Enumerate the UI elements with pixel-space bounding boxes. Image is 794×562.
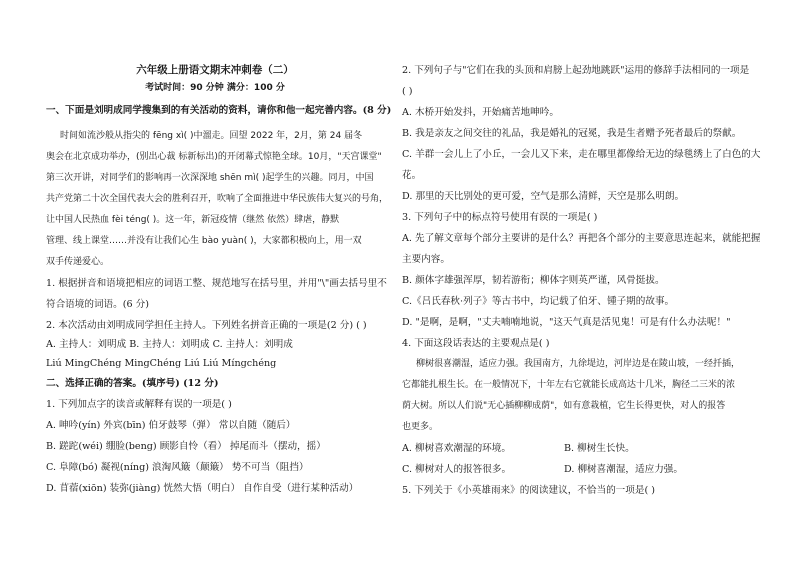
passage-line: 它都能扎根生长。在一般情况下，十年左右它就能长成高达十几米，胸径二三米的浓 (402, 380, 736, 390)
passage-line: 双手传递爱心。 (46, 257, 110, 267)
passage-line: 管理、线上课堂……并没有让我们心生 bào yuàn( )，大家都积极向上，用一双 (46, 236, 362, 246)
question-line: 2. 下列句子与"它们在我的头顶和肩膀上起劲地跳跃"运用的修辞手法相同的一项是 (402, 65, 750, 76)
option-line: 花。 (402, 170, 422, 181)
option-a: A. 柳树喜欢潮湿的环境。 (402, 443, 511, 454)
passage-line: 荫大树。所以人们说"无心插柳柳成荫"，如有意栽植，它生长得更快，对人的报答 (402, 401, 726, 411)
q2-text: 2. 本次活动由刘明成同学担任主持人。下列姓名拼音正确的一项是(2 分) ( ) (46, 320, 367, 331)
exam-info: 考试时间：90 分钟 满分：100 分 (145, 83, 285, 93)
exam-title: 六年级上册语文期末冲刺卷（二） (136, 64, 294, 76)
option-c: C. 柳树对人的报答很多。 (402, 464, 512, 475)
option-row: B. 蹉跎(wéi) 绷脸(beng) 顾影自怜（看） 掉尾而斗（摆动，摇） (46, 441, 326, 452)
q1-text: 符合语境的词语。(6 分) (46, 299, 149, 310)
question-line: 5. 下列关于《小英雄雨来》的阅读建议，不恰当的一项是( ) (402, 485, 655, 496)
option-line: C. 羊群一会儿上了小丘，一会儿又下来，走在哪里都像给无边的绿毯绣上了白色的大 (402, 149, 761, 160)
option-line: A. 先了解文章每个部分主要讲的是什么？再把各个部分的主要意思连起来，就能把握 (402, 233, 761, 244)
option-line: 主要内容。 (402, 254, 450, 265)
option-line: D. "是啊，是啊，"丈夫喃喃地说，"这天气真是活见鬼！可是有什么办法呢！" (402, 317, 731, 328)
option-row: C. 阜障(bó) 凝视(níng) 浪淘风簸（颠簸） 势不可当（阻挡） (46, 462, 309, 473)
passage-line: 第三次开讲，对同学们的影响再一次深深地 shēn mì( )起学生的兴趣。同月，中国 (46, 173, 374, 183)
option-line: B. 我是亲友之间交往的礼品，我是婚礼的冠冕，我是生者赠予死者最后的祭献。 (402, 128, 742, 139)
passage-line: 让中国人民热血 fèi téng( )。这一年，新冠疫情（继然 依然）肆虐，静默 (46, 215, 340, 225)
section1-heading: 一、下面是刘明成同学搜集到的有关活动的资料，请你和他一起完善内容。(8 分) (46, 105, 392, 116)
option-b: B. 柳树生长快。 (564, 443, 635, 454)
passage-line: 柳树很喜潮湿，适应力强。我国南方，九徐堤边，河岸边是在陵山坡，一经扦插， (416, 359, 741, 369)
passage-line: 时间如流沙般从指尖的 fēng xì( )中溜走。回望 2022 年，2月，第 24 届冬 (60, 131, 363, 141)
question-line: 3. 下列句子中的标点符号使用有误的一项是( ) (402, 212, 598, 223)
q1-text: 1. 根据拼音和语境把相应的词语工整、规范地写在括号里，并用"\"画去括号里不 (46, 278, 387, 289)
option-row: A. 呻吟(yín) 外宾(bīn) 伯牙鼓琴（弹） 常以自随（随后） (46, 420, 296, 431)
question-line: 4. 下面这段话表达的主要观点是( ) (402, 338, 550, 349)
option-line: D. 那里的天比别处的更可爱，空气是那么清鲜，天空是那么明朗。 (402, 191, 685, 202)
passage-line: 也更多。 (402, 422, 439, 432)
passage-line: 奥会在北京成功举办，(别出心裁 标新标出)的开闭幕式惊艳全球。10月，"天宫课堂" (46, 152, 382, 162)
option-row: D. 苜蓿(xiōn) 装弥(jiàng) 恍然大悟（明白） 自作自受（进行某种活动） (46, 483, 359, 494)
option-line: B. 颜体字雄强浑厚，韧若游衔；柳体字则英严谨，风骨挺拔。 (402, 275, 665, 286)
option-line: A. 木桥开始发抖，开始痛苦地呻吟。 (402, 107, 559, 118)
passage-line: 共产党第二十次全国代表大会的胜利召开，吹响了全面推进中华民族伟大复兴的号角， (46, 194, 389, 204)
option-line: C.《吕氏春秋·列子》等古书中，均记载了伯牙、锺子期的故事。 (402, 296, 675, 307)
q2-1-text: 1. 下列加点字的读音或解释有误的一项是( ) (46, 399, 232, 410)
q2-pinyin: Liú MingChéng MingChéng Liú Liú Míngchéng (46, 358, 277, 369)
q2-options: A. 主持人：刘明成 B. 主持人：刘明成 C. 主持人：刘明成 (46, 339, 293, 350)
section2-heading: 二、选择正确的答案。(填序号) (12 分) (46, 378, 219, 389)
option-d: D. 柳树喜潮湿，适应力强。 (564, 464, 683, 475)
answer-bracket: ( ) (402, 86, 413, 97)
